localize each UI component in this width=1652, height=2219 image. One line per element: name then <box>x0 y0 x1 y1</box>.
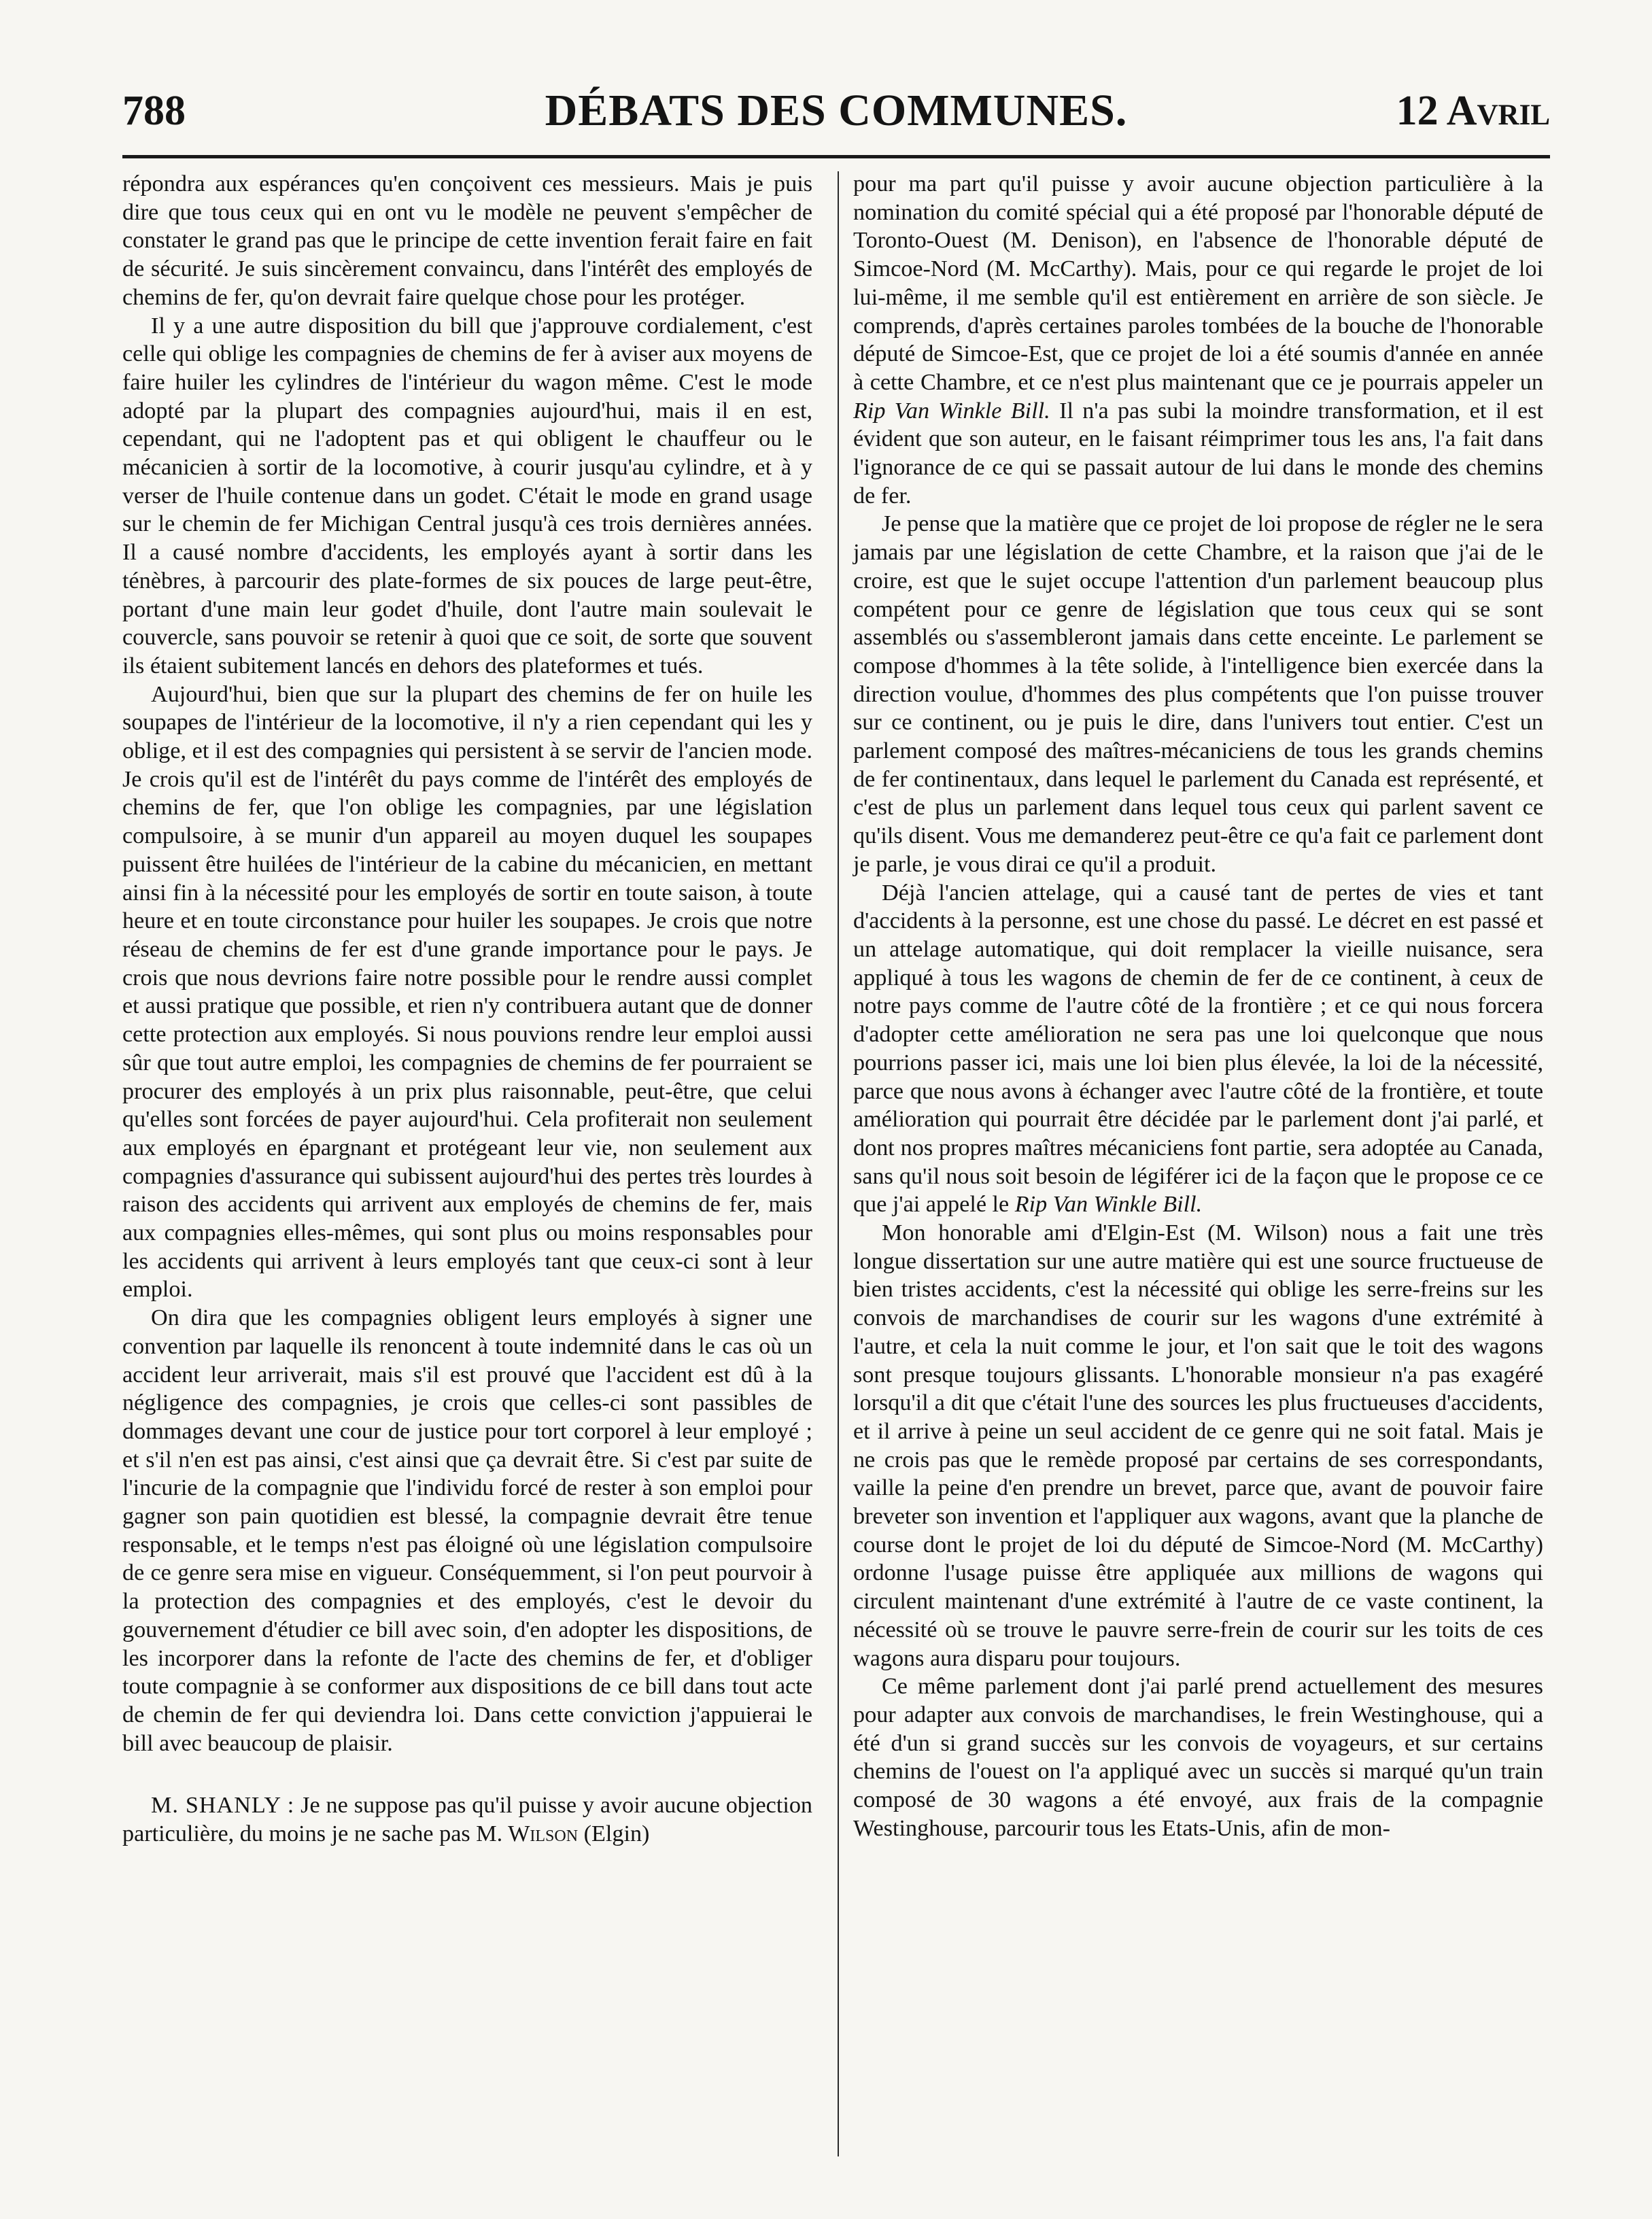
italic-title: Rip Van Winkle Bill. <box>853 398 1050 424</box>
paragraph-text: Déjà l'ancien attelage, qui a causé tant de pertes de vies et tant d'accidents à la personne, est une chose du passé. Le décret en est passé et un attelage automatique, qui doit remplacer la vieille nuisance, sera appliqué à tous les wagons de chemin de fer de ce continent, à ceux de notre pays comme de l'autre côté de la frontière ; et ce qui nous forcera d'adopter cette amélioration ne sera pas une loi quelconque que nous pourrions passer ici, mais une loi bien plus élevée, la loi de la nécessité, parce que nous avons à échanger avec l'autre côté de la frontière, et toute amélioration qui pourrait être décidée par le parlement dont j'ai parlé, et dont nos propres maîtres mécaniciens font partie, sera adoptée au Canada, sans qu'il nous soit besoin de légiférer ici de la façon que le propose ce ce que j'ai appelé le <box>853 880 1543 1218</box>
paragraph: On dira que les compagnies obligent leurs employés à signer une convention par laquelle ils renoncent à toute indemnité dans le cas où un accident leur arriverait, mais s'il est prouvé que l'accident est dû à la négligence des compagnies, je crois que celles-ci sont passibles de dommages devant une cour de justice pour tort corporel à leur employé ; et s'il n'en est pas ainsi, c'est ainsi que ça devrait être. Si c'est par suite de l'incurie de la compagnie que l'individu forcé de rester à son emploi pour gagner son pain quotidien est blessé, la compagnie devrait être tenue responsable, et le temps n'est pas éloigné où une législation compulsoire de ce genre sera mise en vigueur. Conséquemment, si l'on peut pourvoir à la protection des compagnies et des employés, c'est le devoir du gouvernement d'étudier ce bill avec soin, d'en adopter les dispositions, de les incorporer dans la refonte de l'acte des chemins de fer, et d'obliger toute compagnie à se conformer aux dispositions de ce bill dans tout acte de chemin de fer qui deviendra loi. Dans cette conviction j'appuierai le bill avec beaucoup de plaisir. <box>122 1305 812 1756</box>
page-header <box>122 80 1550 141</box>
date-text: 12 Avril <box>1396 88 1550 134</box>
speaker-name: M. SHANLY : <box>151 1793 295 1819</box>
right-column <box>853 170 1543 1842</box>
paragraph-text: Il n'a pas subi la moindre transformation, et il est évident que son auteur, en le faisant réimprimer tous les ans, l'a fait dans l'ignorance de ce qui se passait autour de lui dans le monde des chemins de fer. <box>853 398 1543 509</box>
speech-paragraph <box>122 1791 812 1848</box>
speech-name: M. Wilson <box>476 1821 579 1847</box>
page-number: 788 <box>122 88 186 134</box>
paragraph: Aujourd'hui, bien que sur la plupart des chemins de fer on huile les soupapes de l'intérieur de la locomotive, il n'y a rien cependant qui les y oblige, et il est des compagnies qui persistent à se servir de l'ancien mode. Je crois qu'il est de l'intérêt du pays comme de l'intérêt des employés de chemins de fer, que l'on oblige les compagnies, par une législation compulsoire, à se munir d'un appareil au moyen duquel les soupapes puissent être huilées de l'intérieur de la cabine du mécanicien, en mettant ainsi fin à la nécessité pour les employés de sortir en toute saison, à toute heure et en toute circonstance pour huiler les soupapes. Je crois que notre réseau de chemins de fer est d'une grande importance pour le pays. Je crois que nous devrions faire notre possible pour le rendre aussi complet et aussi pratique que possible, et rien n'y contribuera autant que de donner cette protection aux employés. Si nous pouvions rendre leur emploi aussi sûr que tout autre emploi, les compagnies de chemins de fer pourraient se procurer des employés à un prix plus raisonnable, peut-être, que celui qu'elles sont forcées de payer aujourd'hui. Cela profiterait non seulement aux employés en épargnant et protégeant leur vie, non seulement aux compagnies d'assurance qui subissent aujourd'hui des pertes très lourdes à raison des accidents qui arrivent aux employés de chemins de fer, mais aux compagnies elles-mêmes, qui sont plus ou moins responsables pour les accidents qui arrivent à leurs employés tant que ceux-ci sont à leur emploi. <box>122 681 812 1303</box>
left-column <box>122 170 812 1848</box>
paragraph: Il y a une autre disposition du bill que j'approuve cordialement, c'est celle qui oblige les compagnies de chemins de fer à aviser aux moyens de faire huiler les cylindres de l'intérieur du wagon même. C'est le mode adopté par la plupart des compagnies aujourd'hui, mais il en est, cependant, qui ne l'adoptent pas et qui obligent le chauffeur ou le mécanicien à sortir de la locomotive, à courir jusqu'au cylindre, et à y verser de l'huile contenue dans un godet. C'était le mode en grand usage sur le chemin de fer Michigan Central jusqu'à ces trois dernières années. Il a causé nombre d'accidents, les employés ayant à sortir dans les ténèbres, à parcourir des plate-formes de six pouces de large peut-être, portant d'une main leur godet d'huile, dont l'autre main soulevait le couvercle, sans pouvoir se retenir à quoi que ce soit, de sorte que souvent ils étaient subitement lancés en dehors des plateformes et tués. <box>122 313 812 678</box>
paragraph: Je pense que la matière que ce projet de loi propose de régler ne le sera jamais par une législation de cette Chambre, et la raison que j'ai de le croire, est que le sujet occupe l'attention d'un parlement beaucoup plus compétent pour ce genre de législation que tous ceux qui se sont assemblés ou s'assembleront jamais dans cette enceinte. Le parlement se compose d'hommes à la tête solide, à l'intelligence bien exercée dans la direction voulue, d'hommes des plus compétents que l'on puisse trouver sur ce continent, ou je puis le dire, dans l'univers tout entier. C'est un parlement composé des maîtres-mécaniciens de tous les grands chemins de fer continentaux, dans lequel le parlement du Canada est représenté, et c'est de plus un parlement dans lequel tous ceux qui parlent savent ce qu'ils disent. Vous me demanderez peut-être ce qu'a fait ce parlement dont je parle, je vous dirai ce qu'il a produit. <box>853 511 1543 877</box>
paragraph <box>853 170 1543 510</box>
paragraph-text: pour ma part qu'il puisse y avoir aucune objection particulière à la nomination du comité spécial qui a été proposé par l'honorable député de Toronto-Ouest (M. Denison), en l'absence de l'honorable député de Simcoe-Nord (M. McCarthy). Mais, pour ce qui regarde le projet de loi lui-même, il me semble qu'il est entièrement en arrière de son siècle. Je comprends, d'après certaines paroles tombées de la bouche de l'honorable député de Simcoe-Est, que ce projet de loi a été soumis d'année en année à cette Chambre, et ce n'est plus maintenant que ce je pourrais appeler un <box>853 171 1543 395</box>
speech-text: Je ne suppose pas qu'il puisse y avoir aucune objection particulière, du moins je ne sache pas <box>122 1793 813 1847</box>
header-rule <box>122 155 1550 158</box>
date-header <box>1396 80 1550 141</box>
italic-title: Rip Van Winkle Bill. <box>1014 1192 1203 1218</box>
column-divider <box>838 171 839 2156</box>
speech-name-tail: (Elgin) <box>583 1821 650 1847</box>
running-title: DÉBATS DES COMMUNES. <box>545 86 1128 135</box>
paragraph <box>853 879 1543 1219</box>
paragraph: Mon honorable ami d'Elgin-Est (M. Wilson) nous a fait une très longue dissertation sur une autre matière qui est une source fructueuse de bien tristes accidents, c'est la nécessité qui oblige les serre-freins sur les convois de marchandises de courir sur les wagons d'une extrémité à l'autre, et cela la nuit comme le jour, et l'on sait que le toit des wagons sont presque toujours glissants. L'honorable monsieur n'a pas exagéré lorsqu'il a dit que c'était l'une des sources les plus fructueuses d'accidents, et il arrive à peine un seul accident de ce genre qui ne soit fatal. Mais je ne crois pas que le remède proposé par certains de ses correspondants, vaille la peine d'en prendre un brevet, parce que, avant de pouvoir faire breveter son invention et l'appliquer aux wagons, avant que la planche de course dont le projet de loi du député de Simcoe-Nord (M. McCarthy) ordonne l'usage puisse être appliquée aux millions de wagons qui circulent maintenant d'une extrémité à l'autre de ce vaste continent, la nécessité où se trouve le pauvre serre-frein de courir sur les toits de ces wagons aura disparu pour toujours. <box>853 1220 1543 1671</box>
paragraph: Ce même parlement dont j'ai parlé prend actuellement des mesures pour adapter aux convois de marchandises, le frein Westinghouse, qui a été d'un si grand succès sur les convois de voyageurs, et sur certains chemins de l'ouest on l'a appliqué avec un succès si marqué qu'un train composé de 30 wagons a été envoyé, aux frais de la compagnie Westinghouse, parcourir tous les Etats-Unis, afin de mon- <box>853 1674 1543 1841</box>
paragraph: répondra aux espérances qu'en conçoivent ces messieurs. Mais je puis dire que tous ceux qui en ont vu le modèle ne peuvent s'empêcher de constater le grand pas que le principe de cette invention ferait faire en fait de sécurité. Je suis sincèrement convaincu, dans l'intérêt des employés de chemins de fer, qu'on devrait faire quelque chose pour les protéger. <box>122 171 812 310</box>
